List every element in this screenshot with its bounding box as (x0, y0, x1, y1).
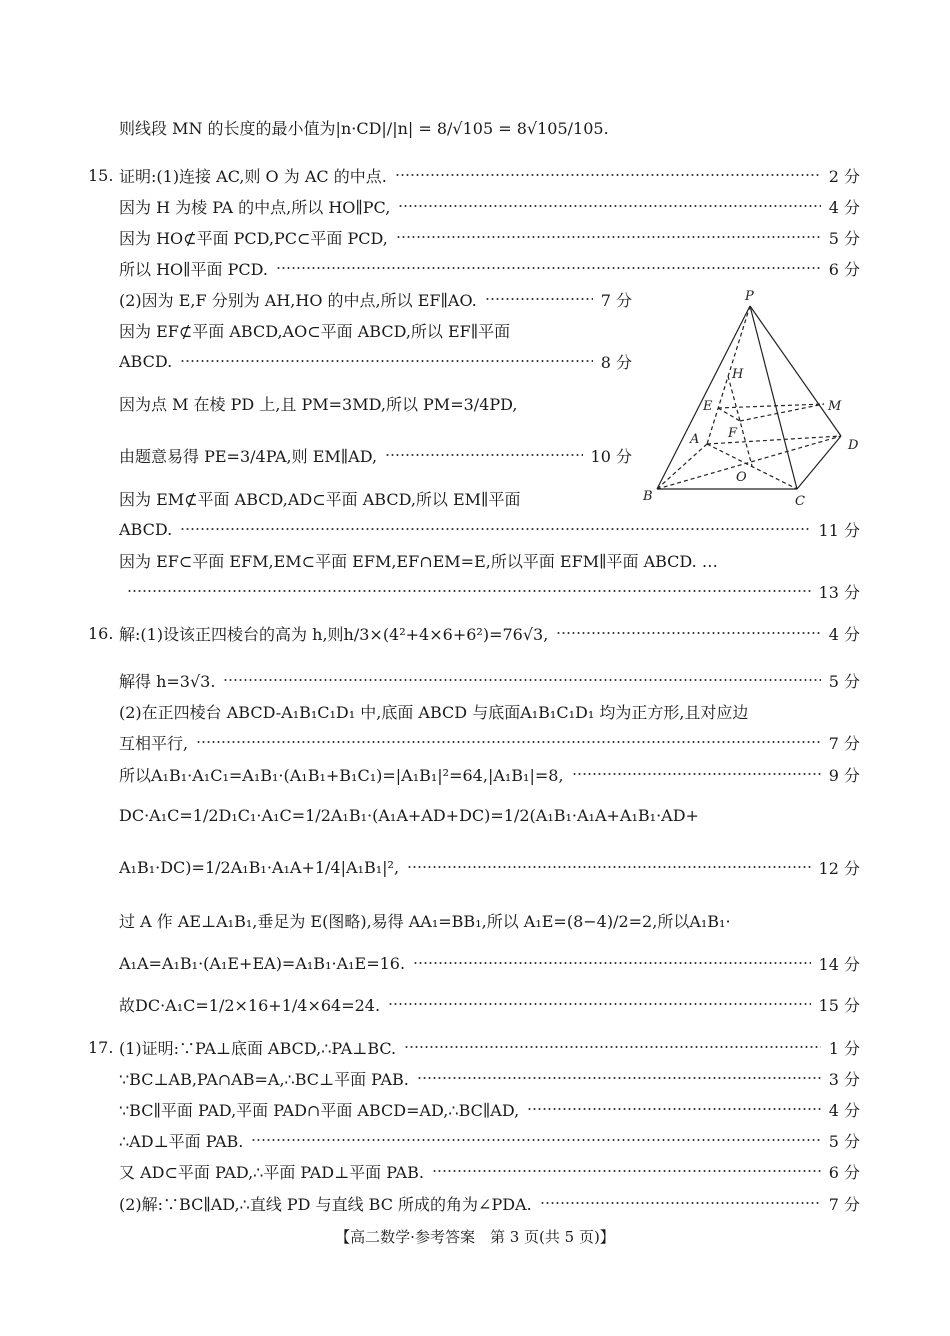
solution-line: 解得 h=3√3. 5 分 (119, 665, 860, 695)
solution-line: 又 AD⊂平面 PAD,∴平面 PAD⊥平面 PAB. 6 分 (119, 1156, 860, 1186)
points-label: 14 分 (818, 954, 860, 974)
solution-line: ∴AD⊥平面 PAB. 5 分 (119, 1125, 860, 1155)
solution-line: 过 A 作 AE⊥A₁B₁,垂足为 E(图略),易得 AA₁=BB₁,所以 A₁E=(8−4)/2=2,所以A₁B₁· (119, 911, 731, 931)
points-label: 4 分 (828, 624, 860, 644)
label-B: B (643, 489, 653, 504)
points-label: 5 分 (828, 671, 860, 691)
solution-line: ∵BC∥平面 PAD,平面 PAD∩平面 ABCD=AD,∴BC∥AD, 4 分 (119, 1094, 860, 1124)
points-label: 12 分 (818, 858, 860, 878)
points-label: 9 分 (828, 765, 860, 785)
label-O: O (736, 470, 747, 485)
solution-line: 因为 EF⊄平面 ABCD,AO⊂平面 ABCD,所以 EF∥平面 (119, 321, 511, 341)
solution-line: A₁B₁·DC)=1/2A₁B₁·A₁A+1/4|A₁B₁|², 12 分 (119, 857, 860, 878)
label-M: M (828, 399, 842, 414)
points-label: 10 分 (590, 446, 632, 466)
solution-line: 因为 H 为棱 PA 的中点,所以 HO∥PC, 4 分 (119, 191, 860, 221)
points-label: 7 分 (828, 733, 860, 753)
solution-line: ABCD. 11 分 (119, 519, 860, 540)
solution-line: 证明:(1)连接 AC,则 O 为 AC 的中点. 2 分 (119, 160, 860, 190)
points-label: 6 分 (828, 259, 860, 279)
solution-line: 所以 HO∥平面 PCD. 6 分 (119, 253, 860, 283)
points-label: 6 分 (828, 1162, 860, 1182)
solution-line: 解:(1)设该正四棱台的高为 h,则h/3×(4²+4×6+6²)=76√3, 4 分 (119, 618, 860, 648)
solution-line: 故DC·A₁C=1/2×16+1/4×64=24. 15 分 (119, 989, 860, 1019)
label-H: H (732, 367, 744, 382)
problem-17-number: 17. (88, 1037, 114, 1057)
label-F: F (728, 426, 738, 441)
solution-line (119, 576, 860, 606)
points-label: 2 分 (828, 166, 860, 186)
points-label: 5 分 (828, 1131, 860, 1151)
points-label: 13 分 (818, 582, 860, 602)
points-label: 3 分 (828, 1069, 860, 1089)
solution-line: 因为 HO⊄平面 PCD,PC⊂平面 PCD, 5 分 (119, 222, 860, 252)
label-D: D (848, 438, 859, 453)
solution-line: 互相平行, 7 分 (119, 727, 860, 757)
points-label: 7 分 (600, 290, 632, 310)
points-label: 7 分 (828, 1194, 860, 1214)
solution-line: (2)在正四棱台 ABCD-A₁B₁C₁D₁ 中,底面 ABCD 与底面A₁B₁C₁D₁ 均为正方形,且对应边 (119, 702, 749, 722)
points-label: 8 分 (600, 352, 632, 372)
solution-line: ABCD. 8 分 (119, 351, 632, 372)
label-E: E (703, 399, 713, 414)
solution-line: 因为点 M 在棱 PD 上,且 PM=3MD,所以 PM=3/4PD, (119, 394, 518, 414)
solution-line: 因为 EM⊄平面 ABCD,AD⊂平面 ABCD,所以 EM∥平面 (119, 489, 521, 509)
page-footer: 【高二数学·参考答案 第 3 页(共 5 页)】 (335, 1228, 615, 1246)
solution-line: (2)因为 E,F 分别为 AH,HO 的中点,所以 EF∥AO. 7 分 (119, 284, 632, 314)
solution-line: (2)解:∵BC∥AD,∴直线 PD 与直线 BC 所成的角为∠PDA. 7 分 (119, 1188, 860, 1218)
solution-line: 因为 EF⊂平面 EFM,EM⊂平面 EFM,EF∩EM=E,所以平面 EFM∥平面 ABCD. … (119, 551, 718, 571)
mn-minimum-text: 则线段 MN 的长度的最小值为|n·CD|/|n| = 8/√105 = 8√105/105. (119, 118, 609, 138)
label-C: C (795, 494, 805, 508)
problem-16-number: 16. (88, 623, 114, 643)
solution-line: ∵BC⊥AB,PA∩AB=A,∴BC⊥平面 PAB. 3 分 (119, 1063, 860, 1093)
label-A: A (690, 432, 700, 447)
points-label: 4 分 (828, 1100, 860, 1120)
points-label: 5 分 (828, 228, 860, 248)
points-label: 4 分 (828, 197, 860, 217)
pyramid-figure (640, 286, 870, 508)
points-label: 15 分 (818, 995, 860, 1015)
problem-15-number: 15. (88, 165, 114, 185)
mn-minimum-line (119, 112, 860, 142)
label-P: P (745, 289, 754, 304)
points-label: 1 分 (828, 1038, 860, 1058)
solution-line: 由题意易得 PE=3/4PA,则 EM∥AD, 10 分 (119, 440, 632, 470)
points-label: 11 分 (818, 520, 860, 540)
solution-line: DC·A₁C=1/2D₁C₁·A₁C=1/2A₁B₁·(A₁A+AD+DC)=1/2(A₁B₁·A₁A+A₁B₁·AD+ (119, 805, 699, 825)
solution-line: A₁A=A₁B₁·(A₁E+EA)=A₁B₁·A₁E=16. 14 分 (119, 953, 860, 974)
solution-line: (1)证明:∵PA⊥底面 ABCD,∴PA⊥BC. 1 分 (119, 1032, 860, 1062)
solution-line: 所以A₁B₁·A₁C₁=A₁B₁·(A₁B₁+B₁C₁)=|A₁B₁|²=64,|A₁B₁|=8, 9 分 (119, 759, 860, 789)
